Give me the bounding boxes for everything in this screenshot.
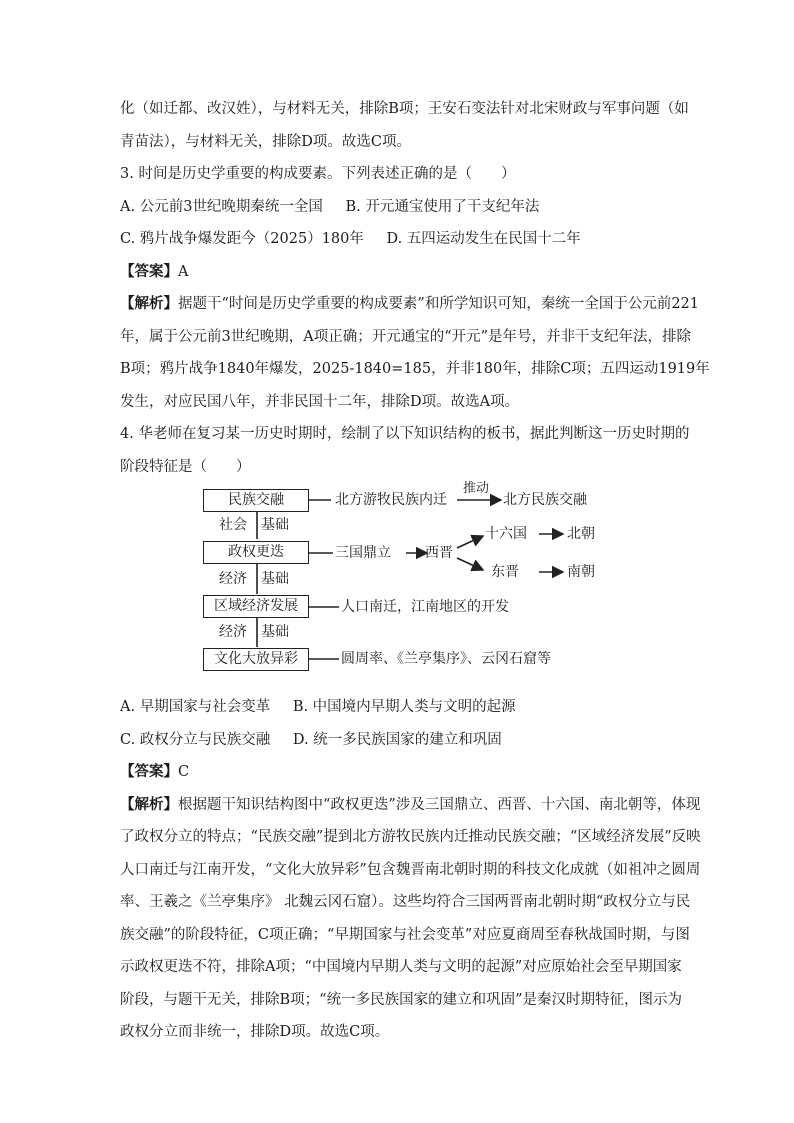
southern-dynasties: 南朝 (567, 564, 595, 580)
arrow-label-push: 推动 (463, 481, 490, 496)
text-line: 化（如迁都、改汉姓），与材料无关，排除B项；王安石变法针对北宋财政与军事问题（如 (120, 101, 689, 117)
document-page (120, 100, 710, 1056)
link-label-left: 社会 (219, 517, 247, 533)
answer-value: A (178, 263, 189, 280)
question-4-analysis-line: 政权分立而非统一，排除D项。故选C项。 (120, 1024, 390, 1040)
question-4-stem: 4. 华老师在复习某一历史时期时，绘制了以下知识结构的板书，据此判断这一历史时期的 (120, 426, 690, 442)
answer-label: 【答案】 (120, 763, 178, 780)
box-ethnic-integration: 民族交融 (203, 489, 309, 512)
question-4-options-cd (120, 731, 680, 749)
question-3-stem: 3. 时间是历史学重要的构成要素。下列表述正确的是（ ） (120, 166, 516, 182)
question-4-analysis-line (120, 795, 701, 814)
question-3-options-ab (120, 198, 680, 216)
analysis-label: 【解析】 (120, 295, 178, 312)
link-label-left: 经济 (219, 624, 247, 640)
question-4-analysis-line: 人口南迁与江南开发，“文化大放异彩”包含魏晋南北朝时期的科技文化成就（如祖冲之圆周 (120, 861, 701, 878)
question-4-answer (120, 763, 680, 781)
link-label-right: 基础 (261, 571, 289, 587)
link-label-left: 经济 (219, 571, 247, 587)
box-culture: 文化大放异彩 (203, 648, 309, 671)
text-line: 青苗法），与材料无关，排除D项。故选C项。 (120, 133, 411, 150)
arrow (457, 536, 483, 548)
question-4-analysis-line: 族交融”的阶段特征，C项正确；“早期国家与社会变革”对应夏商周至春秋战国时期，与图 (120, 926, 690, 943)
question-4-options-ab (120, 698, 680, 716)
question-3-analysis-line: B项；鸦片战争1840年爆发，2025-1840=185，并非180年，排除C项；五四运动1919年 (120, 361, 710, 377)
option-d: D. 统一多民族国家的建立和巩固 (292, 731, 502, 748)
question-4-stem: 阶段特征是（ ） (120, 458, 251, 475)
option-c: C. 政权分立与民族交融 (120, 731, 271, 748)
link-label-right: 基础 (261, 517, 289, 533)
western-jin: 西晋 (425, 545, 453, 561)
box-regime-change: 政权更迭 (203, 541, 309, 564)
row1-result: 北方民族交融 (503, 492, 587, 508)
analysis-label: 【解析】 (120, 795, 178, 813)
option-c: C. 鸦片战争爆发距今（2025）180年 (120, 231, 364, 247)
question-4-analysis-line: 示政权更迭不符，排除A项；“中国境内早期人类与文明的起源”对应原始社会至早期国家 (120, 959, 682, 975)
sixteen-kingdoms: 十六国 (485, 526, 527, 542)
arrow (457, 558, 483, 570)
option-b: B. 开元通宝使用了干支纪年法 (345, 198, 540, 215)
link-label-right: 基础 (261, 624, 289, 640)
knowledge-structure-diagram (201, 481, 621, 686)
question-4-analysis-line: 率、王羲之《兰亭集序》 北魏云冈石窟）。这些均符合三国两晋南北朝时期“政权分立与民 (120, 894, 691, 910)
question-3-analysis-line (120, 295, 699, 313)
answer-value: C (178, 764, 190, 780)
question-3-analysis-line: 发生，对应民国八年，并非民国十二年，排除D项。故选A项。 (120, 393, 520, 410)
analysis-text: 据题干“时间是历史学重要的构成要素”和所学知识可知，秦统一全国于公元前221 (178, 296, 699, 312)
row3-text: 人口南迁，江南地区的开发 (341, 599, 509, 615)
answer-label: 【答案】 (120, 262, 178, 280)
question-3-answer (120, 263, 680, 281)
question-4-analysis-line: 了政权分立的特点；“民族交融”提到北方游牧民族内迁推动民族交融；“区域经济发展”反映 (120, 829, 701, 845)
eastern-jin: 东晋 (491, 564, 519, 580)
row4-text: 圆周率、《兰亭集序》、云冈石窟等 (341, 651, 551, 667)
option-a: A. 早期国家与社会变革 (120, 699, 271, 715)
box-regional-economy: 区域经济发展 (203, 595, 309, 618)
three-kingdoms: 三国鼎立 (335, 545, 391, 561)
analysis-text: 根据题干知识结构图中“政权更迭”涉及三国鼎立、西晋、十六国、南北朝等，体现 (178, 796, 701, 813)
question-3-options-cd (120, 230, 680, 248)
question-4-analysis-line: 阶段，与题干无关，排除B项；“统一多民族国家的建立和巩固”是秦汉时期特征，图示为 (120, 991, 682, 1008)
question-3-analysis-line: 年，属于公元前3世纪晚期，A项正确；开元通宝的“开元”是年号，并非干支纪年法，排除 (120, 328, 692, 345)
row1-text: 北方游牧民族内迁 (335, 492, 447, 508)
option-b: B. 中国境内早期人类与文明的起源 (292, 699, 516, 715)
option-d: D. 五四运动发生在民国十二年 (386, 231, 581, 247)
option-a: A. 公元前3世纪晚期秦统一全国 (120, 198, 323, 215)
northern-dynasties: 北朝 (567, 526, 595, 542)
